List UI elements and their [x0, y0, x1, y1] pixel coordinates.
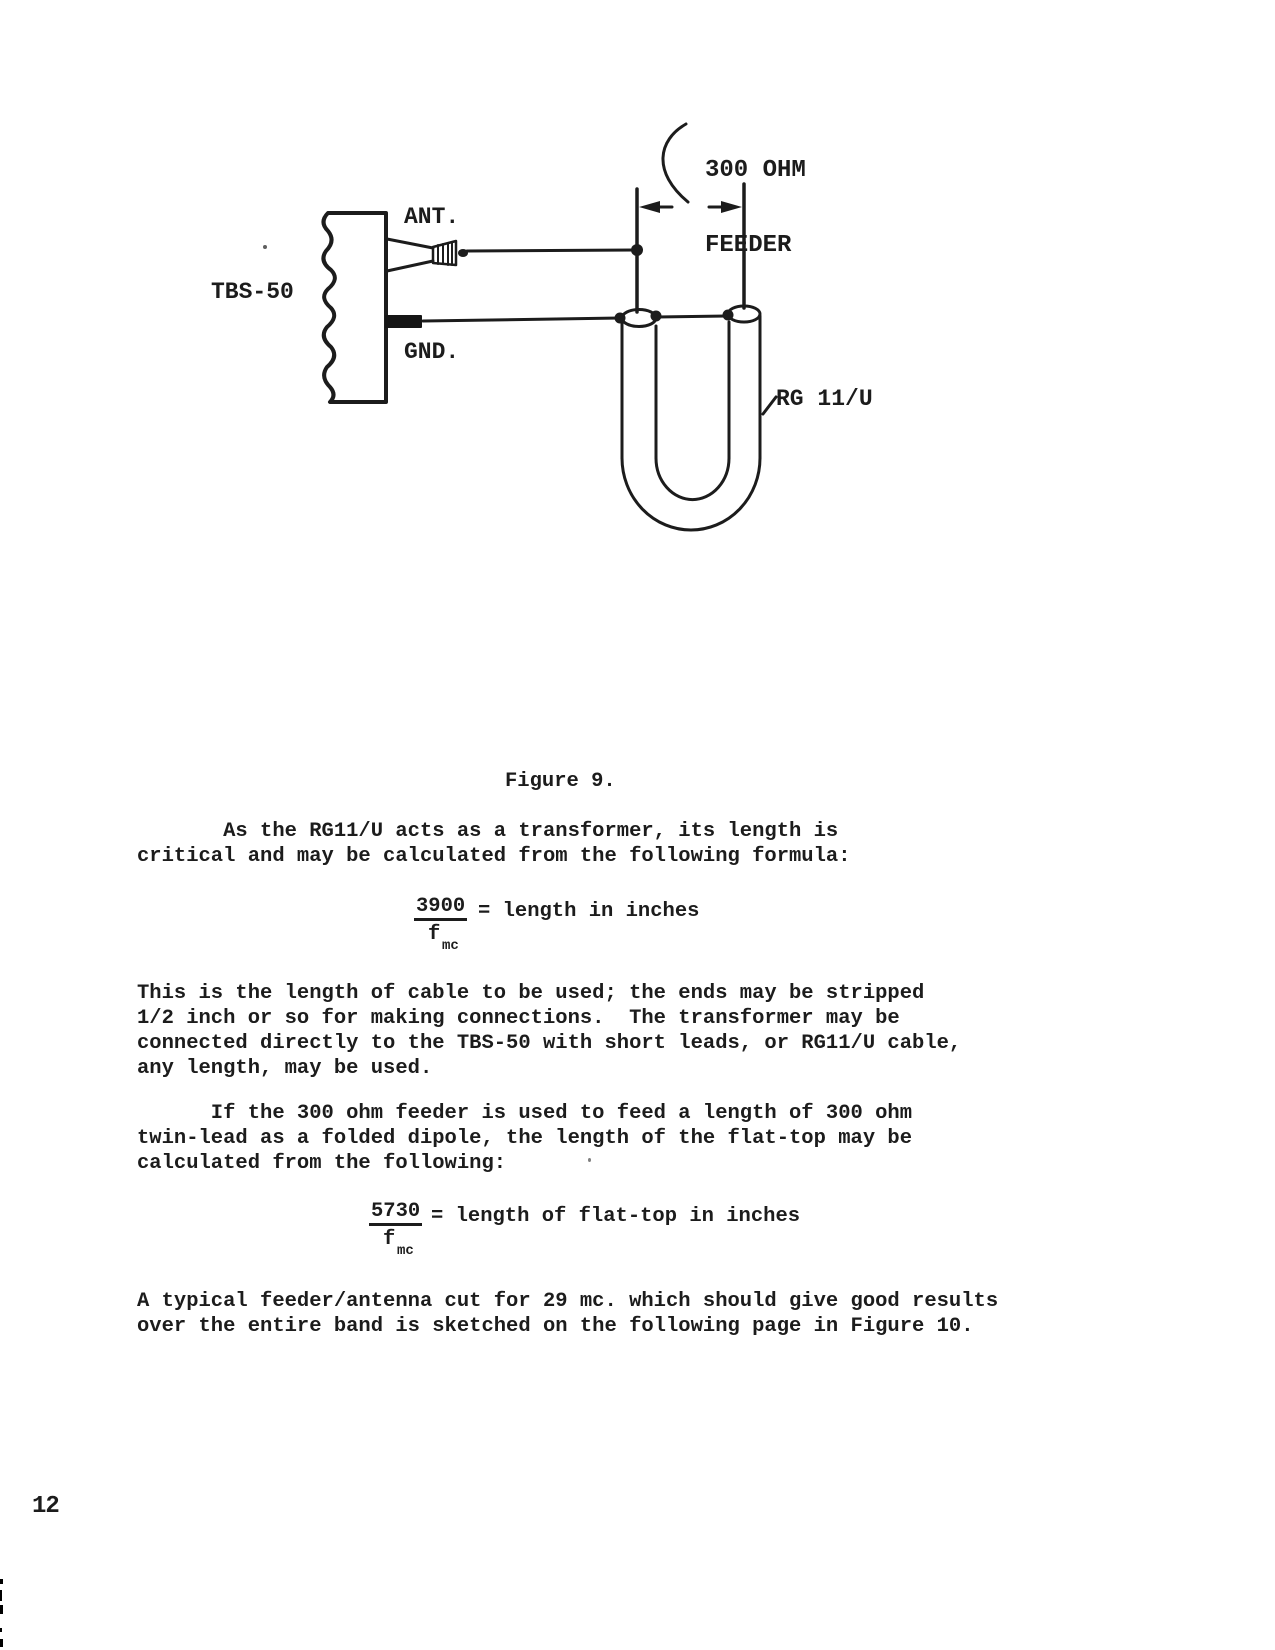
paragraph-2-line-3: connected directly to the TBS-50 with short leads, or RG11/U cable,	[137, 1032, 962, 1055]
paragraph-1-line-1: As the RG11/U acts as a transformer, its length is	[137, 820, 839, 843]
formula-2-denominator-subscript: mc	[397, 1243, 414, 1259]
formula-1-rhs: = length in inches	[478, 900, 700, 923]
paragraph-2	[137, 981, 961, 1081]
ant-label: ANT.	[404, 204, 460, 230]
junction-dot-gnd-left	[615, 313, 626, 324]
paragraph-4-line-2: over the entire band is sketched on the following page in Figure 10.	[137, 1315, 974, 1338]
dimension-arrow-left-head	[639, 201, 660, 213]
scan-edge-artifact	[0, 1579, 3, 1584]
paragraph-3-line-2: twin-lead as a folded dipole, the length of the flat-top may be	[137, 1127, 913, 1150]
paragraph-1-line-2: critical and may be calculated from the following formula:	[137, 845, 851, 868]
tbs50-panel-outline	[323, 213, 386, 402]
scan-edge-artifact	[0, 1639, 3, 1647]
scan-edge-artifact	[0, 1628, 2, 1632]
device-label: TBS-50	[211, 279, 294, 305]
paragraph-2-line-1: This is the length of cable to be used; the ends may be stripped	[137, 982, 925, 1005]
formula-1-denominator-subscript: mc	[442, 938, 459, 954]
ant-terminal-cone	[387, 239, 433, 271]
scan-speck	[588, 1158, 591, 1162]
gnd-terminal-block	[385, 315, 422, 328]
gnd-label: GND.	[404, 339, 460, 365]
formula-1-numerator: 3900	[414, 897, 467, 921]
formula-2-numerator: 5730	[369, 1202, 422, 1226]
gnd-wire	[423, 316, 727, 321]
paragraph-3	[137, 1101, 912, 1176]
scan-edge-artifact	[0, 1605, 3, 1614]
feeder-label-line1: 300 OHM	[705, 157, 806, 184]
paragraph-2-line-4: any length, may be used.	[137, 1057, 433, 1080]
paragraph-3-line-1: If the 300 ohm feeder is used to feed a length of 300 ohm	[137, 1102, 913, 1125]
junction-dot-ant-feeder	[631, 244, 643, 256]
figure-caption: Figure 9.	[505, 770, 616, 793]
feeder-label	[705, 108, 806, 308]
paragraph-4	[137, 1289, 998, 1339]
page-number: 12	[32, 1493, 59, 1520]
ant-wire	[467, 250, 635, 251]
cable-label: RG 11/U	[776, 386, 873, 412]
paragraph-3-line-3: calculated from the following:	[137, 1152, 507, 1175]
feeder-label-line2: FEEDER	[705, 232, 792, 259]
figure9-diagram	[0, 0, 1275, 620]
paragraph-2-line-2: 1/2 inch or so for making connections. The transformer may be	[137, 1007, 900, 1030]
junction-dot-right-end	[723, 310, 734, 321]
feeder-label-leader	[663, 124, 688, 202]
paragraph-4-line-1: A typical feeder/antenna cut for 29 mc. which should give good results	[137, 1290, 999, 1313]
rg11u-label-leader	[763, 397, 776, 414]
scan-speck	[263, 245, 267, 249]
junction-dot-left-end	[651, 311, 662, 322]
rg11u-tube-inner-bend	[656, 458, 729, 500]
scan-edge-artifact	[0, 1590, 2, 1601]
paragraph-1	[137, 819, 851, 869]
formula-2-denominator: f	[383, 1228, 396, 1251]
formula-1-denominator: f	[428, 923, 441, 946]
rg11u-tube-outer-bend	[622, 458, 760, 530]
formula-2-rhs: = length of flat-top in inches	[431, 1205, 801, 1228]
